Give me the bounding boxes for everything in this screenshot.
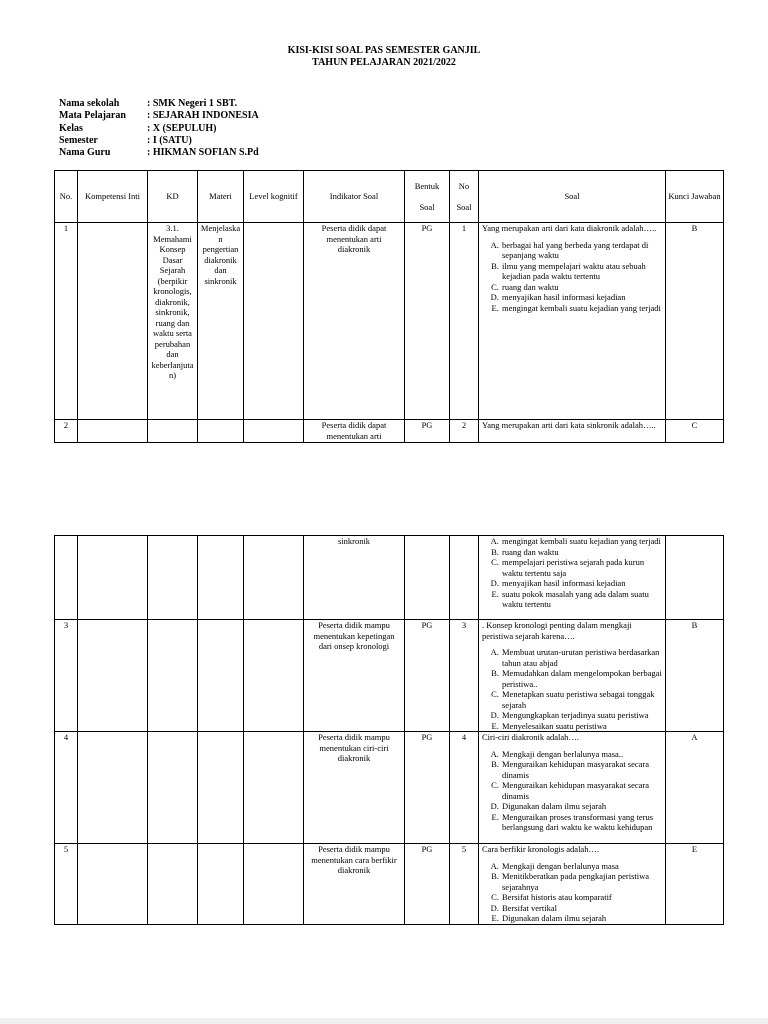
cell-nosoal <box>450 536 479 620</box>
cell-bentuk: PG <box>405 223 450 420</box>
cell-nosoal: 1 <box>450 223 479 420</box>
col-header-level: Level kognitif <box>244 171 304 223</box>
option-item: A. Membuat urutan-urutan peristiwa berdasarkan tahun atau abjad <box>501 647 663 668</box>
header-row <box>55 171 724 223</box>
cell-bentuk: PG <box>405 420 450 443</box>
document-title: KISI-KISI SOAL PAS SEMESTER GANJIL <box>287 45 481 56</box>
option-item: C. Menetapkan suatu peristiwa sebagai tonggak sejarah <box>501 689 663 710</box>
col-header-soal: Soal <box>479 171 666 223</box>
col-header-indikator: Indikator Soal <box>304 171 405 223</box>
cell-kunci: C <box>666 420 724 443</box>
info-label: Kelas <box>59 122 83 134</box>
option-item: E. Digunakan dalam ilmu sejarah <box>501 913 663 924</box>
cell-kd <box>148 536 198 620</box>
option-item: E. mengingat kembali suatu kejadian yang terjadi <box>501 303 663 314</box>
cell-indikator: Peserta didik mampu menentukan kepetingan dari onsep kronologi <box>304 620 405 732</box>
cell-nosoal: 4 <box>450 732 479 844</box>
cell-level <box>244 844 304 925</box>
info-row-semester <box>59 135 259 147</box>
option-item: B. ruang dan waktu <box>501 547 663 558</box>
option-item: E. Menguraikan proses transformasi yang terus berlangsung dari waktu ke waktu kehidupan <box>501 812 663 833</box>
cell-bentuk: PG <box>405 844 450 925</box>
cell-level <box>244 620 304 732</box>
option-item: D. Digunakan dalam ilmu sejarah <box>501 801 663 812</box>
cell-nosoal: 5 <box>450 844 479 925</box>
cell-ki <box>78 420 148 443</box>
cell-level <box>244 536 304 620</box>
option-item: E. Menyelesaikan suatu peristiwa <box>501 721 663 732</box>
option-item: B. Menguraikan kehidupan masyarakat secara dinamis <box>501 759 663 780</box>
cell-kunci: A <box>666 732 724 844</box>
option-item: E. suatu pokok masalah yang ada dalam suatu waktu tertentu <box>501 589 663 610</box>
table-row <box>55 223 724 420</box>
cell-indikator: Peserta didik mampu menentukan cara berfikir diakronik <box>304 844 405 925</box>
cell-level <box>244 420 304 443</box>
table-row <box>55 732 724 844</box>
info-value: : SEJARAH INDONESIA <box>147 110 259 122</box>
cell-indikator: Peserta didik dapat menentukan arti diakronik <box>304 223 405 420</box>
option-item: D. menyajikan hasil informasi kejadian <box>501 292 663 303</box>
page-break-band <box>0 1018 768 1024</box>
cell-no: 2 <box>55 420 78 443</box>
document-subtitle: TAHUN PELAJARAN 2021/2022 <box>312 57 456 68</box>
info-label: Nama sekolah <box>59 98 120 109</box>
cell-bentuk: PG <box>405 620 450 732</box>
answer-options <box>482 647 663 731</box>
cell-level <box>244 732 304 844</box>
col-header-kunci: Kunci Jawaban <box>666 171 724 223</box>
cell-kunci: B <box>666 223 724 420</box>
grid-table-page1 <box>54 170 724 443</box>
cell-indikator: Peserta didik dapat menentukan arti <box>304 420 405 443</box>
cell-materi <box>198 620 244 732</box>
option-item: B. ilmu yang mempelajari waktu atau sebuah kejadian pada waktu tertentu <box>501 261 663 282</box>
option-item: A. mengingat kembali suatu kejadian yang terjadi <box>501 536 663 547</box>
cell-materi: Menjelaskan pengertian diakronik dan sinkronik <box>198 223 244 420</box>
cell-ki <box>78 620 148 732</box>
cell-bentuk: PG <box>405 732 450 844</box>
cell-kd <box>148 844 198 925</box>
cell-no: 5 <box>55 844 78 925</box>
info-value: : X (SEPULUH) <box>147 122 217 134</box>
cell-soal <box>479 620 666 732</box>
info-row-class <box>59 123 259 135</box>
cell-kd <box>148 420 198 443</box>
col-header-no: No. <box>55 171 78 223</box>
info-label: Semester <box>59 134 98 146</box>
answer-options <box>482 749 663 833</box>
cell-kd <box>148 620 198 732</box>
cell-no: 3 <box>55 620 78 732</box>
info-value: : SMK Negeri 1 SBT. <box>147 98 238 109</box>
question-text: . Konsep kronologi penting dalam mengkaji peristiwa sejarah karena…. <box>482 620 632 641</box>
question-text: Yang merupakan arti dari kata sinkronik adalah….. <box>482 420 656 430</box>
question-text: Cara berfikir kronologis adalah…. <box>482 844 600 854</box>
info-row-school <box>59 98 259 110</box>
grid-table-page2 <box>54 535 724 925</box>
cell-soal <box>479 223 666 420</box>
cell-nosoal: 3 <box>450 620 479 732</box>
cell-nosoal: 2 <box>450 420 479 443</box>
option-item: D. menyajikan hasil informasi kejadian <box>501 578 663 589</box>
col-header-nosoal: No Soal <box>450 171 479 223</box>
cell-ki <box>78 732 148 844</box>
info-row-teacher <box>59 147 259 159</box>
option-item: B. Menitikberatkan pada pengkajian peristiwa sejarahnya <box>501 871 663 892</box>
option-item: C. Bersifat historis atau komparatif <box>501 892 663 903</box>
identity-block <box>59 98 259 159</box>
info-row-subject <box>59 110 259 122</box>
cell-no: 4 <box>55 732 78 844</box>
table-row <box>55 420 724 443</box>
cell-kunci: B <box>666 620 724 732</box>
cell-indikator: sinkronik <box>304 536 405 620</box>
option-item: C. Menguraikan kehidupan masyarakat secara dinamis <box>501 780 663 801</box>
cell-ki <box>78 223 148 420</box>
question-text: Yang merupakan arti dari kata diakronik adalah….. <box>482 223 657 233</box>
cell-materi <box>198 844 244 925</box>
cell-no: 1 <box>55 223 78 420</box>
cell-materi <box>198 732 244 844</box>
cell-ki <box>78 844 148 925</box>
cell-kunci: E <box>666 844 724 925</box>
answer-options <box>482 861 663 924</box>
option-item: A. Mengkaji dengan berlalunya masa.. <box>501 749 663 760</box>
cell-kunci <box>666 536 724 620</box>
option-item: A. berbagai hal yang berbeda yang terdapat di sepanjang waktu <box>501 240 663 261</box>
cell-materi <box>198 420 244 443</box>
option-item: C. ruang dan waktu <box>501 282 663 293</box>
cell-indikator: Peserta didik mampu menentukan ciri-ciri diakronik <box>304 732 405 844</box>
col-header-materi: Materi <box>198 171 244 223</box>
info-label: Nama Guru <box>59 147 111 159</box>
option-item: D. Mengungkapkan terjadinya suatu peristiwa <box>501 710 663 721</box>
col-header-kd: KD <box>148 171 198 223</box>
cell-soal <box>479 420 666 443</box>
cell-ki <box>78 536 148 620</box>
info-value: : I (SATU) <box>147 134 192 146</box>
table-row <box>55 536 724 620</box>
cell-materi <box>198 536 244 620</box>
table-row <box>55 620 724 732</box>
col-header-ki: Kompetensi Inti <box>78 171 148 223</box>
info-label: Mata Pelajaran <box>59 110 126 122</box>
table-row <box>55 844 724 925</box>
cell-bentuk <box>405 536 450 620</box>
cell-no <box>55 536 78 620</box>
cell-level <box>244 223 304 420</box>
option-item: D. Bersifat vertikal <box>501 903 663 914</box>
option-item: C. mempelajari peristiwa sejarah pada kurun waktu tertentu saja <box>501 557 663 578</box>
answer-options <box>482 240 663 314</box>
answer-options <box>482 536 663 610</box>
cell-kd: 3.1. Memahami Konsep Dasar Sejarah (berpikir kronologis, diakronik, sinkronik, ruang dan waktu serta perubahan dan keberlanjutan) <box>148 223 198 420</box>
option-item: B. Memudahkan dalam mengelompokan berbagai peristiwa.. <box>501 668 663 689</box>
option-item: A. Mengkaji dengan berlalunya masa <box>501 861 663 872</box>
col-header-bentuk: Bentuk Soal <box>405 171 450 223</box>
question-text: Ciri-ciri diakronik adalah…. <box>482 732 580 742</box>
info-value: : HIKMAN SOFIAN S.Pd <box>147 147 259 159</box>
cell-soal <box>479 536 666 620</box>
cell-kd <box>148 732 198 844</box>
cell-soal <box>479 732 666 844</box>
cell-soal <box>479 844 666 925</box>
